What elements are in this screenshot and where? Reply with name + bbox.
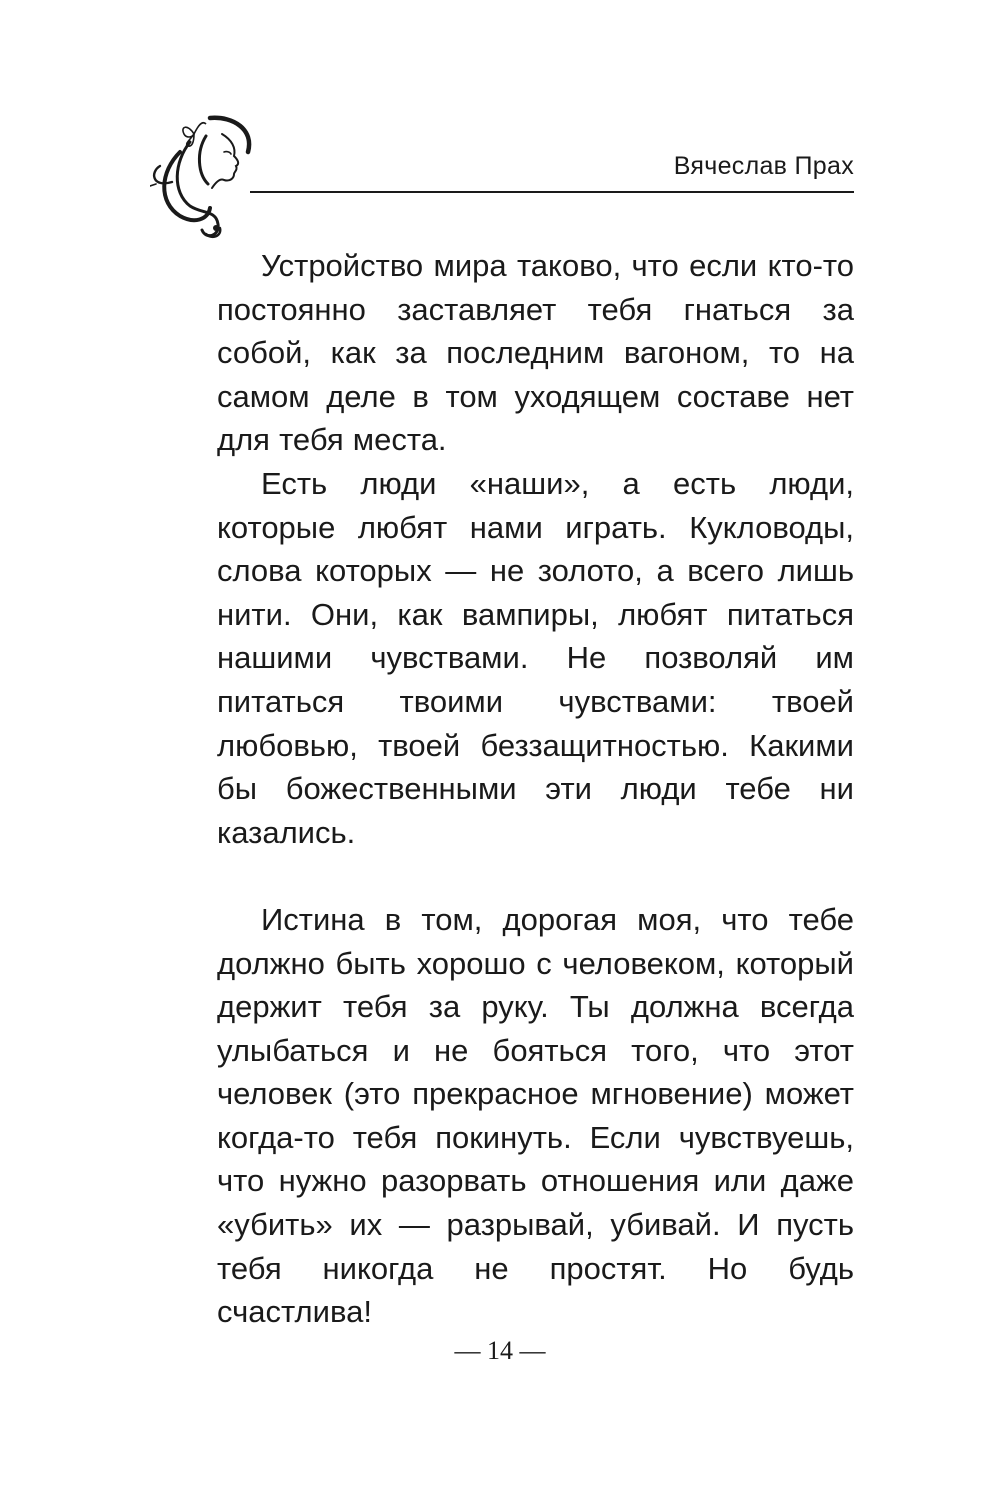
face-profile-icon xyxy=(199,118,249,188)
paragraph: Есть люди «наши», а есть люди, которые любят нами играть. Кукловоды, слова которых — не золото, а всего лишь нити. Они, как вампиры, любят питаться нашими чувствами. Не позволяй им питаться твоими чувствами: твоей любовью, твоей беззащитностью. Какими бы божественными эти люди тебе ни казались. xyxy=(217,465,854,850)
paragraph: Устройство мира таково, что если кто-то постоянно заставляет тебя гнаться за собой, как за последним вагоном, то на самом деле в том уходящем составе нет для тебя места. xyxy=(217,248,854,458)
paragraph: Истина в том, дорогая моя, что тебе должно быть хорошо с человеком, который держит тебя за руку. Ты должна всегда улыбаться и не бояться того, что этот человек (это прекрасное мгновение) может когда-то тебя покинуть. Если чувствуешь, что нужно разорвать отношения или даже «убить» их — разрывай, убивай. И пусть тебя никогда не простят. Но будь счастлива! xyxy=(217,901,854,1330)
header-divider xyxy=(250,191,854,193)
hair-swirl-icon xyxy=(150,142,220,237)
running-head-author: Вячеслав Прах xyxy=(673,152,854,180)
page-number: — 14 — xyxy=(454,1336,546,1365)
page-body xyxy=(217,244,854,1334)
woman-profile-butterfly-logo-icon xyxy=(150,112,260,242)
